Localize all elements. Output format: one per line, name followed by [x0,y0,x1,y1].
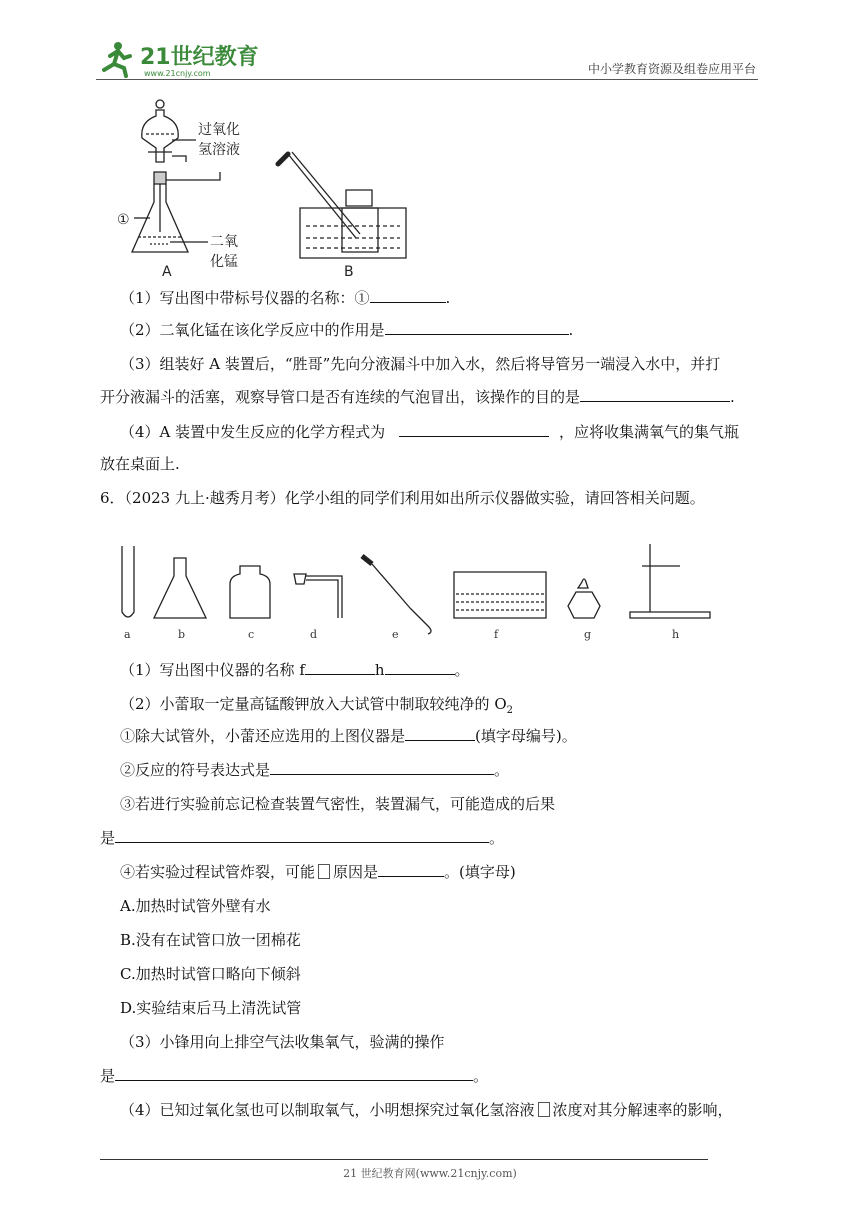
site-logo [96,36,266,80]
instrument-label-f: f [494,628,499,641]
q5-part4-line2: 放在桌面上. [100,455,180,473]
instrument-label-h: h [672,628,680,641]
q6-part3-line1: （3）小锋用向上排空气法收集氧气，验满的操作 [120,1033,445,1051]
footer-divider [100,1159,708,1160]
answer-blank[interactable] [385,660,455,675]
q6-part2: （2）小蕾取一定量高锰酸钾放入大试管中制取较纯净的 $O_2$ [120,695,513,716]
q6-option-d: D.实验结束后马上清洗试管 [120,999,302,1017]
instrument-label-e: e [392,628,399,641]
q5-part1: （1）写出图中带标号仪器的名称：① . [120,289,451,307]
answer-blank[interactable] [378,862,444,877]
instrument-label-b: b [178,628,186,641]
q5-part3-line1: （3）组装好 A 装置后，“胜哥”先向分液漏斗中加入水，然后将导管另一端浸入水中，并打 [120,355,721,373]
water-trough-icon [454,572,546,618]
answer-blank[interactable] [405,726,475,741]
missing-glyph-icon [538,1102,550,1117]
runner-icon [104,42,130,76]
answer-blank[interactable] [399,422,549,437]
q6-sub1: ①除大试管外，小蕾还应选用的上图仪器是 (填字母编号)。 [120,727,577,745]
q6-sub3-line1: ③若进行实验前忘记检查装置气密性，装置漏气，可能造成的后果 [120,795,556,813]
missing-glyph-icon [318,864,330,879]
q6-part3-line2: 是 。 [100,1067,489,1085]
answer-blank[interactable] [115,828,489,843]
callout-bottom-line2: 化锰 [210,254,238,270]
platform-name: 中小学教育资源及组卷应用平台 [587,62,756,76]
q6-option-b: B.没有在试管口放一团棉花 [120,931,301,949]
answer-blank[interactable] [580,387,730,402]
answer-blank[interactable] [270,760,494,775]
delivery-tube-icon [362,556,372,564]
logo-url: www.21cnjy.com [144,69,211,78]
stopper-tube-icon [294,574,306,584]
q5-part4-line1: （4）A 装置中发生反应的化学方程式为 ，应将收集满氧气的集气瓶 [120,423,740,441]
q6-option-c: C.加热时试管口略向下倾斜 [120,965,301,983]
callout-top-line2: 氢溶液 [198,142,240,158]
figure-instruments [110,536,730,650]
q6-sub2: ②反应的符号表达式是 。 [120,761,510,779]
apparatus-b [278,152,406,258]
q6-part4: （4）已知过氧化氢也可以制取氧气，小明想探究过氧化氢溶液 浓度对其分解速率的影响， [120,1101,733,1119]
q6-sub3-line2: 是 。 [100,829,505,847]
header-divider [96,79,758,80]
conical-flask-icon [154,558,206,618]
alcohol-lamp-icon [578,579,588,588]
q6-option-a: A.加热时试管外壁有水 [120,897,271,915]
q5-part2: （2）二氧化锰在该化学反应中的作用是 . [120,321,574,339]
answer-blank[interactable] [385,320,569,335]
callout-top-line1: 过氧化 [198,122,240,138]
answer-blank[interactable] [115,1066,473,1081]
gas-jar-icon [230,566,270,618]
q6-sub4: ④若实验过程试管炸裂，可能 原因是 。(填字母) [120,863,516,881]
q6-intro: 6．（2023 九上·越秀月考）化学小组的同学们利用如出所示仪器做实验，请回答相关问题。 [100,489,705,507]
q6-part1: （1）写出图中仪器的名称 f h 。 [120,661,470,679]
instrument-label-c: c [248,628,255,641]
label-a: A [162,264,172,280]
instrument-label-g: g [584,628,592,641]
label-b: B [344,264,354,280]
q5-part3-line2: 开分液漏斗的活塞，观察导管口是否有连续的气泡冒出，该操作的目的是 . [100,388,735,406]
callout-bottom-line1: 二氧 [210,234,238,250]
answer-blank[interactable] [305,660,375,675]
test-tube-icon [122,546,134,617]
answer-blank[interactable] [370,288,446,303]
footer-text: 21 世纪教育网(www.21cnjy.com) [343,1167,517,1180]
marker-label: ① [117,212,130,228]
instrument-label-d: d [310,628,318,641]
figure-apparatus-ab [110,92,430,286]
logo-text: 21世纪教育 [140,45,259,70]
instrument-label-a: a [124,628,131,641]
